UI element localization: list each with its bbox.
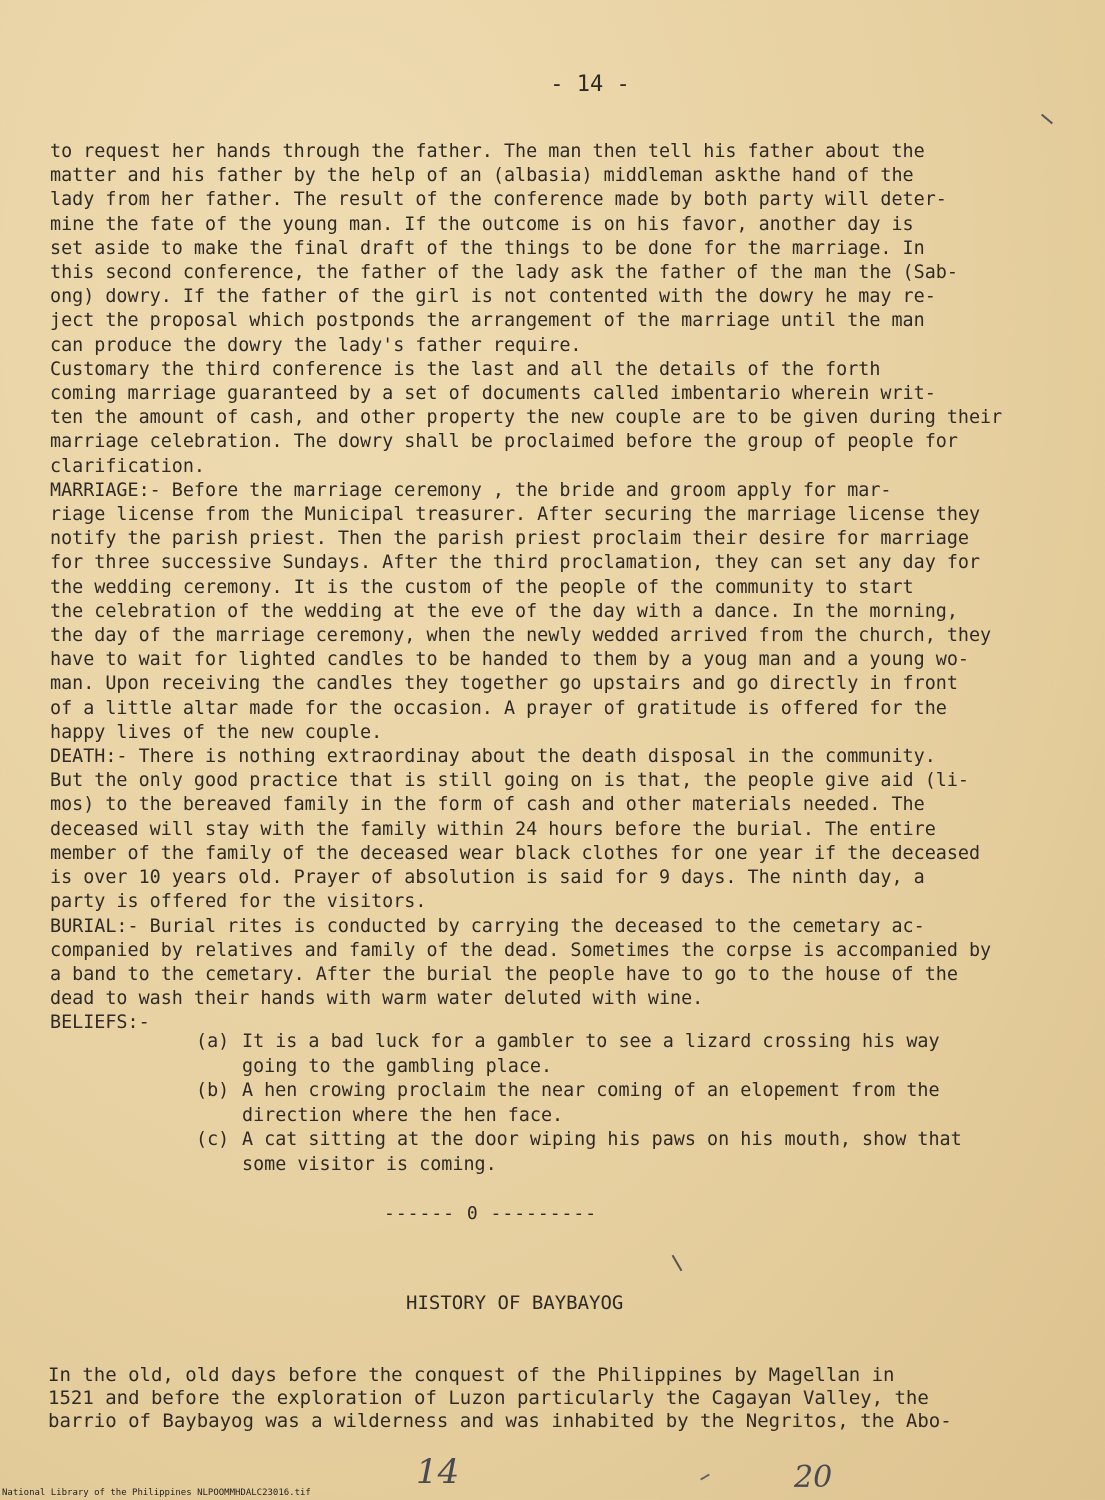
stray-pen-mark: [700, 1474, 710, 1481]
text-line: 1521 and before the exploration of Luzon particularly the Cagayan Valley, the: [48, 1387, 929, 1409]
text-line: clarification.: [50, 455, 206, 477]
text-line: dead to wash their hands with warm water deluted with wine.: [50, 988, 704, 1010]
belief-text: A cat sitting at the door wiping his paws on his mouth, show that: [242, 1129, 962, 1150]
text-line: the wedding ceremony. It is the custom of the people of the community to start: [50, 576, 914, 598]
text-line: for three successive Sundays. After the third proclamation, they can set any day for: [50, 552, 981, 574]
history-heading: HISTORY OF BAYBAYOG: [406, 1292, 624, 1314]
text-line: BURIAL:- Burial rites is conducted by carrying the deceased to the cemetary ac-: [50, 915, 925, 937]
text-line: this second conference, the father of the lady ask the father of the man the (Sab-: [50, 262, 958, 284]
belief-marker: (a): [196, 1031, 230, 1052]
stray-pen-mark: [672, 1255, 683, 1272]
page-number: - 14 -: [550, 72, 630, 97]
text-line: In the old, old days before the conquest of the Philippines by Magellan in: [48, 1364, 895, 1386]
text-line: mos) to the bereaved family in the form of cash and other materials needed. The: [50, 794, 925, 816]
text-line: DEATH:- There is nothing extraordinay about the death disposal in the community.: [50, 746, 936, 768]
text-line: ong) dowry. If the father of the girl is not contented with the dowry he may re-: [50, 286, 936, 308]
text-line: to request her hands through the father. The man then tell his father about the: [50, 141, 925, 162]
text-line: a band to the cemetary. After the burial the people have to go to the house of the: [50, 963, 958, 985]
text-line: the celebration of the wedding at the eve of the day with a dance. In the morning,: [50, 600, 958, 622]
handwritten-page-number: 14: [416, 1452, 460, 1492]
text-line: coming marriage guaranteed by a set of documents called imbentario wherein writ-: [50, 383, 936, 405]
text-line: marriage celebration. The dowry shall be proclaimed before the group of people for: [50, 431, 958, 453]
text-line: man. Upon receiving the candles they together go upstairs and go directly in front: [50, 673, 958, 695]
text-line: the day of the marriage ceremony, when the newly wedded arrived from the church, they: [50, 625, 992, 647]
text-line: barrio of Baybayog was a wilderness and was inhabited by the Negritos, the Abo-: [48, 1410, 952, 1432]
beliefs-list: [196, 1030, 962, 1177]
text-line: have to wait for lighted candles to be handed to them by a youg man and a young wo-: [50, 649, 969, 671]
belief-text-continued: direction where the hen face.: [242, 1104, 564, 1126]
belief-item: [196, 1079, 962, 1104]
text-line: member of the family of the deceased wear black clothes for one year if the deceased: [50, 842, 981, 864]
belief-text-continued: some visitor is coming.: [242, 1153, 497, 1175]
text-line: happy lives of the new couple.: [50, 721, 383, 743]
belief-text: It is a bad luck for a gambler to see a lizard crossing his way: [242, 1031, 940, 1052]
body-text: [50, 140, 1085, 1036]
belief-marker: (c): [196, 1129, 230, 1150]
text-line: is over 10 years old. Prayer of absolution is said for 9 days. The ninth day, a: [50, 867, 925, 889]
text-line: notify the parish priest. Then the parish priest proclaim their desire for marriage: [50, 528, 969, 550]
section-divider: ------ 0 ---------: [384, 1203, 598, 1224]
text-line: Customary the third conference is the last and all the details of the forth: [50, 358, 881, 380]
text-line: ten the amount of cash, and other property the new couple are to be given during their: [50, 407, 1003, 429]
text-line: mine the fate of the young man. If the outcome is on his favor, another day is: [50, 213, 914, 235]
belief-item: [196, 1030, 962, 1055]
history-text: [48, 1364, 952, 1433]
belief-text-continued: going to the gambling place.: [242, 1055, 553, 1077]
belief-item: [196, 1128, 962, 1153]
text-line: of a little altar made for the occasion. A prayer of gratitude is offered for the: [50, 697, 947, 719]
text-line: deceased will stay with the family within 24 hours before the burial. The entire: [50, 818, 936, 840]
stray-pen-mark: [1041, 114, 1053, 125]
text-line: lady from her father. The result of the conference made by both party will deter-: [50, 189, 947, 211]
text-line: But the only good practice that is still going on is that, the people give aid (li-: [50, 770, 969, 792]
belief-text: A hen crowing proclaim the near coming of an elopement from the: [242, 1080, 940, 1101]
text-line: MARRIAGE:- Before the marriage ceremony , the bride and groom apply for mar-: [50, 479, 892, 501]
belief-marker: (b): [196, 1080, 230, 1101]
text-line: party is offered for the visitors.: [50, 891, 427, 913]
text-line: companied by relatives and family of the dead. Sometimes the corpse is accompanied by: [50, 939, 992, 961]
text-line: riage license from the Municipal treasurer. After securing the marriage license they: [50, 504, 981, 526]
text-line: can produce the dowry the lady's father require.: [50, 334, 582, 356]
handwritten-folio-number: 20: [794, 1460, 833, 1495]
text-line: matter and his father by the help of an (albasia) middleman askthe hand of the: [50, 165, 914, 187]
archive-caption: National Library of the Philippines NLPOOMMHDALC23016.tif: [2, 1488, 311, 1498]
text-line: ject the proposal which postponds the arrangement of the marriage until the man: [50, 310, 925, 332]
text-line: set aside to make the final draft of the things to be done for the marriage. In: [50, 237, 925, 259]
text-line: BELIEFS:-: [50, 1012, 150, 1034]
